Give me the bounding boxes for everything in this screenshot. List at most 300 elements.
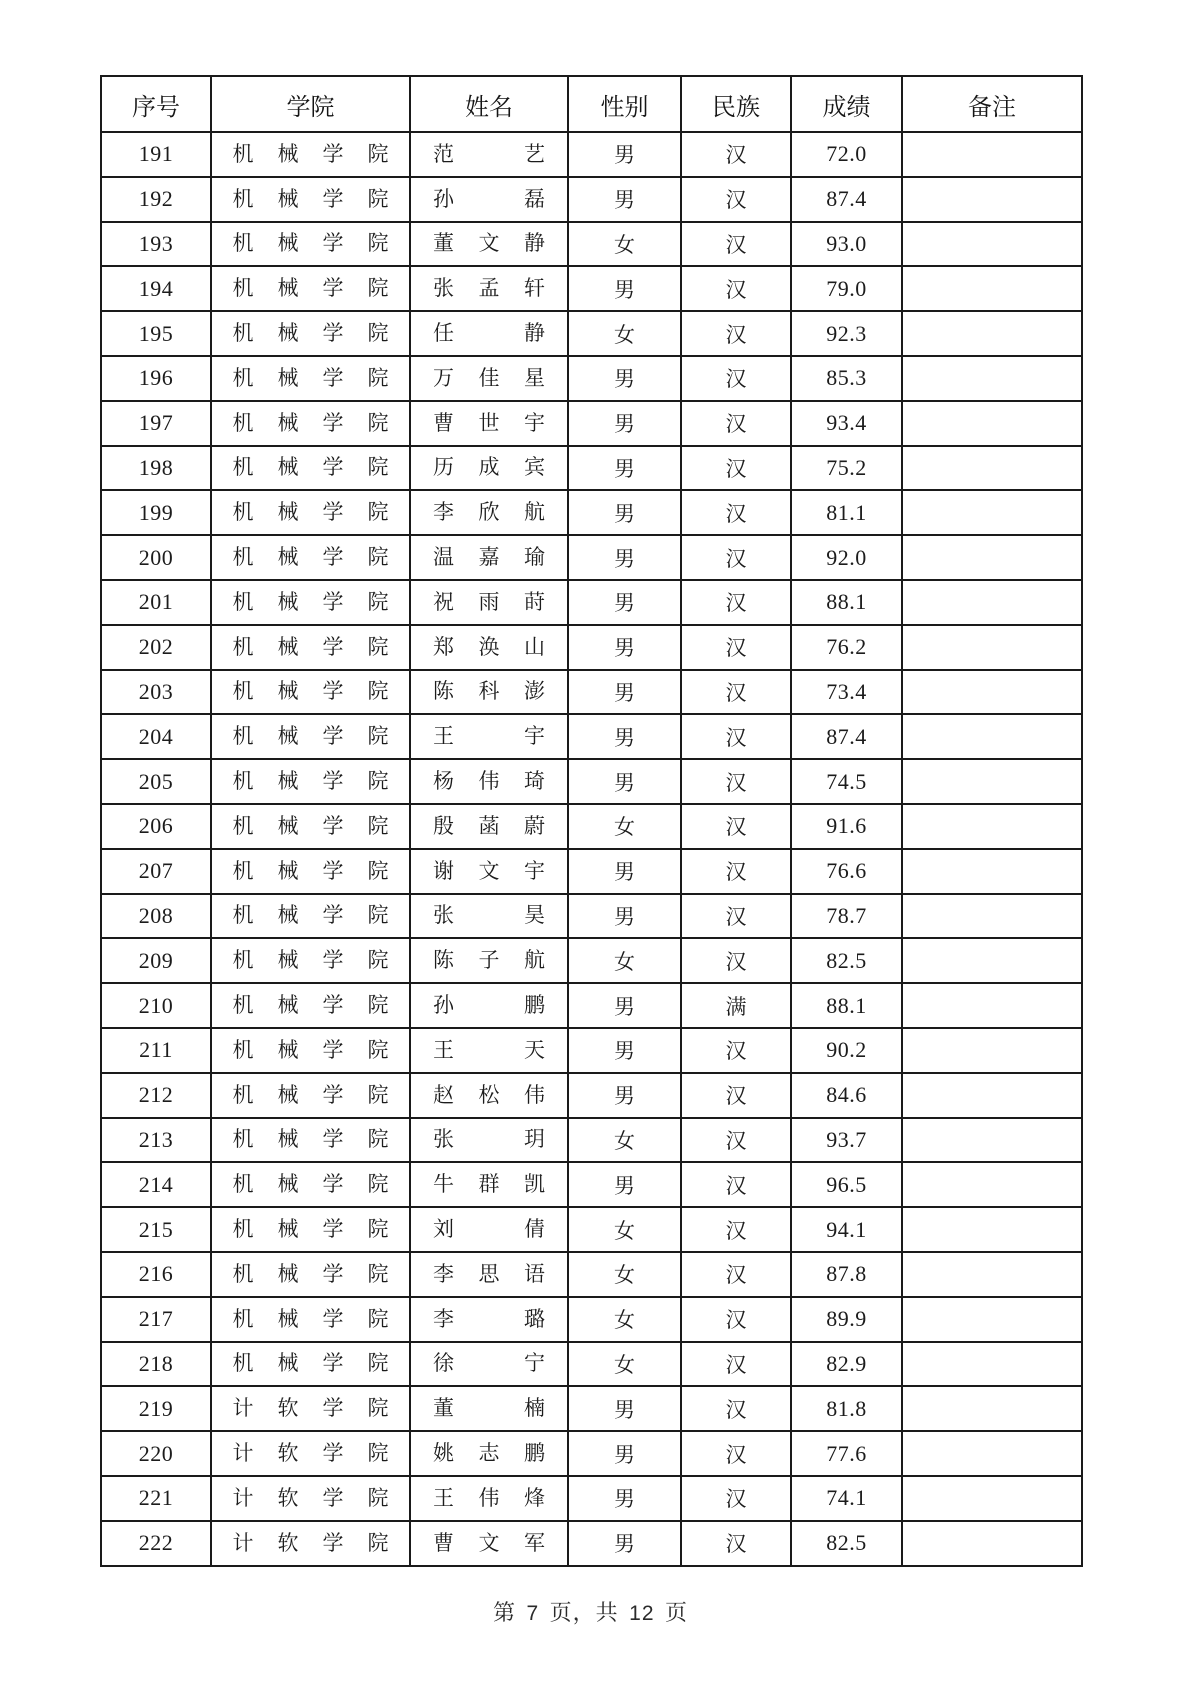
name-text: 张昊 xyxy=(433,903,545,928)
cell-ethnicity: 满 xyxy=(681,983,791,1028)
college-text: 机械学院 xyxy=(232,993,389,1018)
college-text: 机械学院 xyxy=(232,589,389,614)
cell-score: 72.0 xyxy=(791,132,902,177)
column-header-2: 姓名 xyxy=(410,76,568,132)
college-text: 机械学院 xyxy=(232,948,389,973)
cell-score: 87.4 xyxy=(791,714,902,759)
table-row xyxy=(101,356,1082,401)
table-row xyxy=(101,132,1082,177)
college-text: 机械学院 xyxy=(232,186,389,211)
cell-ethnicity: 汉 xyxy=(681,625,791,670)
name-text: 历成宾 xyxy=(433,455,545,480)
college-text: 机械学院 xyxy=(232,634,389,659)
name-text: 李欣航 xyxy=(433,500,545,525)
table-row xyxy=(101,1431,1082,1476)
cell-college xyxy=(211,670,410,715)
cell-ethnicity: 汉 xyxy=(681,1521,791,1566)
table-row xyxy=(101,401,1082,446)
column-header-6: 备注 xyxy=(902,76,1082,132)
cell-ethnicity: 汉 xyxy=(681,311,791,356)
name-text: 任静 xyxy=(433,321,545,346)
cell-remark xyxy=(902,1297,1082,1342)
cell-college xyxy=(211,1252,410,1297)
cell-name xyxy=(410,714,568,759)
cell-no: 193 xyxy=(101,222,211,267)
cell-name xyxy=(410,1297,568,1342)
cell-no: 219 xyxy=(101,1386,211,1431)
cell-remark xyxy=(902,804,1082,849)
cell-no: 195 xyxy=(101,311,211,356)
table-row xyxy=(101,177,1082,222)
cell-college xyxy=(211,759,410,804)
cell-remark xyxy=(902,266,1082,311)
college-text: 计软学院 xyxy=(232,1530,389,1555)
cell-ethnicity: 汉 xyxy=(681,1073,791,1118)
cell-college xyxy=(211,311,410,356)
college-text: 机械学院 xyxy=(232,500,389,525)
cell-score: 81.1 xyxy=(791,490,902,535)
cell-score: 89.9 xyxy=(791,1297,902,1342)
name-text: 祝雨莳 xyxy=(433,589,545,614)
footer-page-number: 7 xyxy=(526,1602,540,1625)
cell-ethnicity: 汉 xyxy=(681,401,791,446)
table-row xyxy=(101,804,1082,849)
cell-name xyxy=(410,894,568,939)
cell-name xyxy=(410,938,568,983)
cell-gender: 女 xyxy=(568,1118,681,1163)
cell-gender: 男 xyxy=(568,1521,681,1566)
cell-name xyxy=(410,670,568,715)
cell-no: 205 xyxy=(101,759,211,804)
cell-gender: 男 xyxy=(568,894,681,939)
college-text: 机械学院 xyxy=(232,276,389,301)
cell-ethnicity: 汉 xyxy=(681,1476,791,1521)
cell-score: 93.7 xyxy=(791,1118,902,1163)
college-text: 机械学院 xyxy=(232,455,389,480)
name-text: 万佳星 xyxy=(433,365,545,390)
name-text: 温嘉瑜 xyxy=(433,545,545,570)
cell-no: 191 xyxy=(101,132,211,177)
cell-name xyxy=(410,177,568,222)
cell-no: 201 xyxy=(101,580,211,625)
column-header-3: 性别 xyxy=(568,76,681,132)
college-text: 机械学院 xyxy=(232,858,389,883)
table-row xyxy=(101,1386,1082,1431)
college-text: 机械学院 xyxy=(232,365,389,390)
table-row xyxy=(101,849,1082,894)
name-text: 牛群凯 xyxy=(433,1172,545,1197)
cell-remark xyxy=(902,1162,1082,1207)
cell-college xyxy=(211,401,410,446)
cell-remark xyxy=(902,894,1082,939)
score-table xyxy=(100,75,1083,1567)
cell-score: 82.9 xyxy=(791,1342,902,1387)
name-text: 陈子航 xyxy=(433,948,545,973)
table-row xyxy=(101,311,1082,356)
name-text: 王伟烽 xyxy=(433,1485,545,1510)
cell-score: 92.3 xyxy=(791,311,902,356)
table-row xyxy=(101,222,1082,267)
college-text: 机械学院 xyxy=(232,1261,389,1286)
cell-name xyxy=(410,983,568,1028)
table-row xyxy=(101,1342,1082,1387)
cell-name xyxy=(410,580,568,625)
cell-gender: 男 xyxy=(568,759,681,804)
cell-remark xyxy=(902,1476,1082,1521)
cell-gender: 男 xyxy=(568,535,681,580)
cell-score: 90.2 xyxy=(791,1028,902,1073)
name-text: 王天 xyxy=(433,1037,545,1062)
table-row xyxy=(101,580,1082,625)
college-text: 计软学院 xyxy=(232,1441,389,1465)
cell-no: 221 xyxy=(101,1476,211,1521)
cell-name xyxy=(410,1431,568,1476)
table-row xyxy=(101,759,1082,804)
cell-name xyxy=(410,1386,568,1431)
cell-college xyxy=(211,535,410,580)
cell-ethnicity: 汉 xyxy=(681,1118,791,1163)
cell-college xyxy=(211,490,410,535)
cell-score: 78.7 xyxy=(791,894,902,939)
cell-college xyxy=(211,714,410,759)
cell-ethnicity: 汉 xyxy=(681,1297,791,1342)
college-text: 机械学院 xyxy=(232,1082,389,1107)
cell-remark xyxy=(902,938,1082,983)
cell-score: 94.1 xyxy=(791,1207,902,1252)
cell-ethnicity: 汉 xyxy=(681,1028,791,1073)
cell-remark xyxy=(902,535,1082,580)
table-row xyxy=(101,1252,1082,1297)
cell-no: 214 xyxy=(101,1162,211,1207)
cell-remark xyxy=(902,490,1082,535)
table-row xyxy=(101,446,1082,491)
cell-score: 85.3 xyxy=(791,356,902,401)
cell-college xyxy=(211,983,410,1028)
college-text: 机械学院 xyxy=(232,231,389,256)
cell-college xyxy=(211,1342,410,1387)
table-row xyxy=(101,490,1082,535)
table-row xyxy=(101,938,1082,983)
cell-no: 197 xyxy=(101,401,211,446)
cell-remark xyxy=(902,1521,1082,1566)
table-row xyxy=(101,1297,1082,1342)
table-row xyxy=(101,625,1082,670)
table-row xyxy=(101,1162,1082,1207)
cell-college xyxy=(211,177,410,222)
cell-gender: 女 xyxy=(568,804,681,849)
college-text: 机械学院 xyxy=(232,1306,389,1331)
cell-no: 218 xyxy=(101,1342,211,1387)
cell-score: 82.5 xyxy=(791,1521,902,1566)
cell-name xyxy=(410,490,568,535)
table-row xyxy=(101,670,1082,715)
cell-remark xyxy=(902,1386,1082,1431)
cell-name xyxy=(410,535,568,580)
cell-gender: 男 xyxy=(568,490,681,535)
name-text: 范艺 xyxy=(433,141,545,166)
table-header xyxy=(101,76,1082,132)
cell-no: 196 xyxy=(101,356,211,401)
table-row xyxy=(101,1476,1082,1521)
cell-ethnicity: 汉 xyxy=(681,356,791,401)
cell-ethnicity: 汉 xyxy=(681,1252,791,1297)
cell-ethnicity: 汉 xyxy=(681,894,791,939)
cell-no: 208 xyxy=(101,894,211,939)
cell-no: 198 xyxy=(101,446,211,491)
cell-score: 88.1 xyxy=(791,983,902,1028)
cell-ethnicity: 汉 xyxy=(681,714,791,759)
name-text: 张玥 xyxy=(433,1127,545,1152)
cell-college xyxy=(211,1118,410,1163)
table-row xyxy=(101,266,1082,311)
cell-name xyxy=(410,311,568,356)
cell-name xyxy=(410,132,568,177)
table-row xyxy=(101,714,1082,759)
cell-no: 215 xyxy=(101,1207,211,1252)
page-footer xyxy=(100,1596,1081,1627)
cell-no: 211 xyxy=(101,1028,211,1073)
cell-gender: 女 xyxy=(568,1297,681,1342)
cell-remark xyxy=(902,356,1082,401)
cell-ethnicity: 汉 xyxy=(681,1207,791,1252)
name-text: 李思语 xyxy=(433,1261,545,1286)
name-text: 郑涣山 xyxy=(433,634,545,659)
table-row xyxy=(101,1073,1082,1118)
table-row xyxy=(101,1118,1082,1163)
cell-gender: 女 xyxy=(568,311,681,356)
college-text: 机械学院 xyxy=(232,1217,389,1242)
name-text: 张孟轩 xyxy=(433,276,545,301)
cell-no: 210 xyxy=(101,983,211,1028)
college-text: 机械学院 xyxy=(232,903,389,928)
college-text: 机械学院 xyxy=(232,321,389,346)
name-text: 杨伟琦 xyxy=(433,769,545,794)
cell-no: 203 xyxy=(101,670,211,715)
name-text: 王宇 xyxy=(433,724,545,749)
name-text: 殷菡蔚 xyxy=(433,813,545,838)
cell-no: 222 xyxy=(101,1521,211,1566)
cell-college xyxy=(211,1207,410,1252)
cell-no: 212 xyxy=(101,1073,211,1118)
cell-remark xyxy=(902,132,1082,177)
cell-college xyxy=(211,356,410,401)
college-text: 机械学院 xyxy=(232,410,389,435)
cell-gender: 男 xyxy=(568,625,681,670)
name-text: 刘倩 xyxy=(433,1217,545,1242)
cell-name xyxy=(410,356,568,401)
cell-ethnicity: 汉 xyxy=(681,670,791,715)
table-row xyxy=(101,894,1082,939)
cell-name xyxy=(410,1028,568,1073)
cell-no: 220 xyxy=(101,1431,211,1476)
cell-college xyxy=(211,804,410,849)
cell-gender: 女 xyxy=(568,1342,681,1387)
cell-ethnicity: 汉 xyxy=(681,1431,791,1476)
cell-gender: 男 xyxy=(568,1476,681,1521)
cell-gender: 男 xyxy=(568,849,681,894)
name-text: 孙鹏 xyxy=(433,993,545,1018)
footer-middle: 页，共 xyxy=(549,1600,619,1625)
cell-remark xyxy=(902,670,1082,715)
college-text: 机械学院 xyxy=(232,1037,389,1062)
cell-score: 73.4 xyxy=(791,670,902,715)
cell-remark xyxy=(902,177,1082,222)
cell-name xyxy=(410,446,568,491)
cell-name xyxy=(410,266,568,311)
cell-ethnicity: 汉 xyxy=(681,132,791,177)
cell-college xyxy=(211,1521,410,1566)
cell-remark xyxy=(902,580,1082,625)
cell-ethnicity: 汉 xyxy=(681,266,791,311)
cell-no: 217 xyxy=(101,1297,211,1342)
cell-score: 87.4 xyxy=(791,177,902,222)
cell-score: 93.4 xyxy=(791,401,902,446)
cell-no: 209 xyxy=(101,938,211,983)
cell-score: 74.5 xyxy=(791,759,902,804)
cell-gender: 男 xyxy=(568,266,681,311)
cell-score: 96.5 xyxy=(791,1162,902,1207)
cell-ethnicity: 汉 xyxy=(681,1342,791,1387)
cell-gender: 男 xyxy=(568,401,681,446)
cell-gender: 男 xyxy=(568,356,681,401)
cell-remark xyxy=(902,401,1082,446)
cell-gender: 男 xyxy=(568,1028,681,1073)
college-text: 机械学院 xyxy=(232,1172,389,1197)
cell-remark xyxy=(902,1118,1082,1163)
cell-score: 79.0 xyxy=(791,266,902,311)
name-text: 谢文宇 xyxy=(433,858,545,883)
college-text: 机械学院 xyxy=(232,141,389,166)
name-text: 陈科澎 xyxy=(433,679,545,704)
cell-name xyxy=(410,804,568,849)
cell-college xyxy=(211,894,410,939)
name-text: 姚志鹏 xyxy=(433,1441,545,1465)
cell-remark xyxy=(902,1073,1082,1118)
cell-gender: 女 xyxy=(568,1207,681,1252)
college-text: 机械学院 xyxy=(232,724,389,749)
cell-no: 207 xyxy=(101,849,211,894)
table-row xyxy=(101,1521,1082,1566)
cell-gender: 男 xyxy=(568,1162,681,1207)
cell-gender: 女 xyxy=(568,222,681,267)
cell-gender: 男 xyxy=(568,177,681,222)
cell-name xyxy=(410,759,568,804)
cell-score: 77.6 xyxy=(791,1431,902,1476)
table-body xyxy=(101,132,1082,1566)
name-text: 曹世宇 xyxy=(433,410,545,435)
cell-remark xyxy=(902,311,1082,356)
column-header-0: 序号 xyxy=(101,76,211,132)
cell-ethnicity: 汉 xyxy=(681,849,791,894)
cell-no: 202 xyxy=(101,625,211,670)
cell-college xyxy=(211,849,410,894)
cell-name xyxy=(410,1476,568,1521)
cell-name xyxy=(410,222,568,267)
college-text: 机械学院 xyxy=(232,679,389,704)
cell-no: 192 xyxy=(101,177,211,222)
cell-remark xyxy=(902,849,1082,894)
cell-remark xyxy=(902,714,1082,759)
cell-remark xyxy=(902,1342,1082,1387)
name-text: 孙磊 xyxy=(433,186,545,211)
cell-score: 75.2 xyxy=(791,446,902,491)
cell-score: 91.6 xyxy=(791,804,902,849)
column-header-5: 成绩 xyxy=(791,76,902,132)
cell-no: 213 xyxy=(101,1118,211,1163)
cell-score: 84.6 xyxy=(791,1073,902,1118)
cell-college xyxy=(211,580,410,625)
cell-no: 200 xyxy=(101,535,211,580)
cell-name xyxy=(410,1342,568,1387)
footer-prefix: 第 xyxy=(492,1600,516,1625)
column-header-1: 学院 xyxy=(211,76,410,132)
column-header-4: 民族 xyxy=(681,76,791,132)
cell-ethnicity: 汉 xyxy=(681,1386,791,1431)
cell-gender: 男 xyxy=(568,446,681,491)
name-text: 曹文军 xyxy=(433,1530,545,1555)
cell-ethnicity: 汉 xyxy=(681,535,791,580)
cell-name xyxy=(410,1118,568,1163)
cell-remark xyxy=(902,1431,1082,1476)
name-text: 赵松伟 xyxy=(433,1082,545,1107)
cell-score: 87.8 xyxy=(791,1252,902,1297)
cell-remark xyxy=(902,1028,1082,1073)
cell-college xyxy=(211,446,410,491)
cell-ethnicity: 汉 xyxy=(681,490,791,535)
cell-gender: 女 xyxy=(568,1252,681,1297)
cell-college xyxy=(211,132,410,177)
cell-name xyxy=(410,1073,568,1118)
cell-gender: 男 xyxy=(568,1431,681,1476)
college-text: 机械学院 xyxy=(232,769,389,794)
cell-remark xyxy=(902,1252,1082,1297)
cell-ethnicity: 汉 xyxy=(681,1162,791,1207)
name-text: 徐宁 xyxy=(433,1351,545,1376)
table-row xyxy=(101,535,1082,580)
college-text: 计软学院 xyxy=(232,1485,389,1510)
cell-no: 206 xyxy=(101,804,211,849)
cell-remark xyxy=(902,983,1082,1028)
college-text: 机械学院 xyxy=(232,1127,389,1152)
college-text: 机械学院 xyxy=(232,1351,389,1376)
cell-gender: 男 xyxy=(568,670,681,715)
cell-no: 199 xyxy=(101,490,211,535)
cell-name xyxy=(410,849,568,894)
cell-ethnicity: 汉 xyxy=(681,580,791,625)
footer-total-pages: 12 xyxy=(629,1602,655,1625)
cell-remark xyxy=(902,446,1082,491)
name-text: 董文静 xyxy=(433,231,545,256)
cell-name xyxy=(410,401,568,446)
cell-college xyxy=(211,1431,410,1476)
cell-gender: 女 xyxy=(568,938,681,983)
cell-ethnicity: 汉 xyxy=(681,804,791,849)
header-row xyxy=(101,76,1082,132)
cell-no: 216 xyxy=(101,1252,211,1297)
table-row xyxy=(101,1207,1082,1252)
footer-suffix: 页 xyxy=(665,1600,689,1625)
cell-ethnicity: 汉 xyxy=(681,446,791,491)
cell-score: 92.0 xyxy=(791,535,902,580)
cell-college xyxy=(211,938,410,983)
cell-remark xyxy=(902,625,1082,670)
cell-college xyxy=(211,1297,410,1342)
cell-score: 76.6 xyxy=(791,849,902,894)
cell-college xyxy=(211,1073,410,1118)
cell-college xyxy=(211,222,410,267)
name-text: 董楠 xyxy=(433,1396,545,1421)
cell-score: 82.5 xyxy=(791,938,902,983)
